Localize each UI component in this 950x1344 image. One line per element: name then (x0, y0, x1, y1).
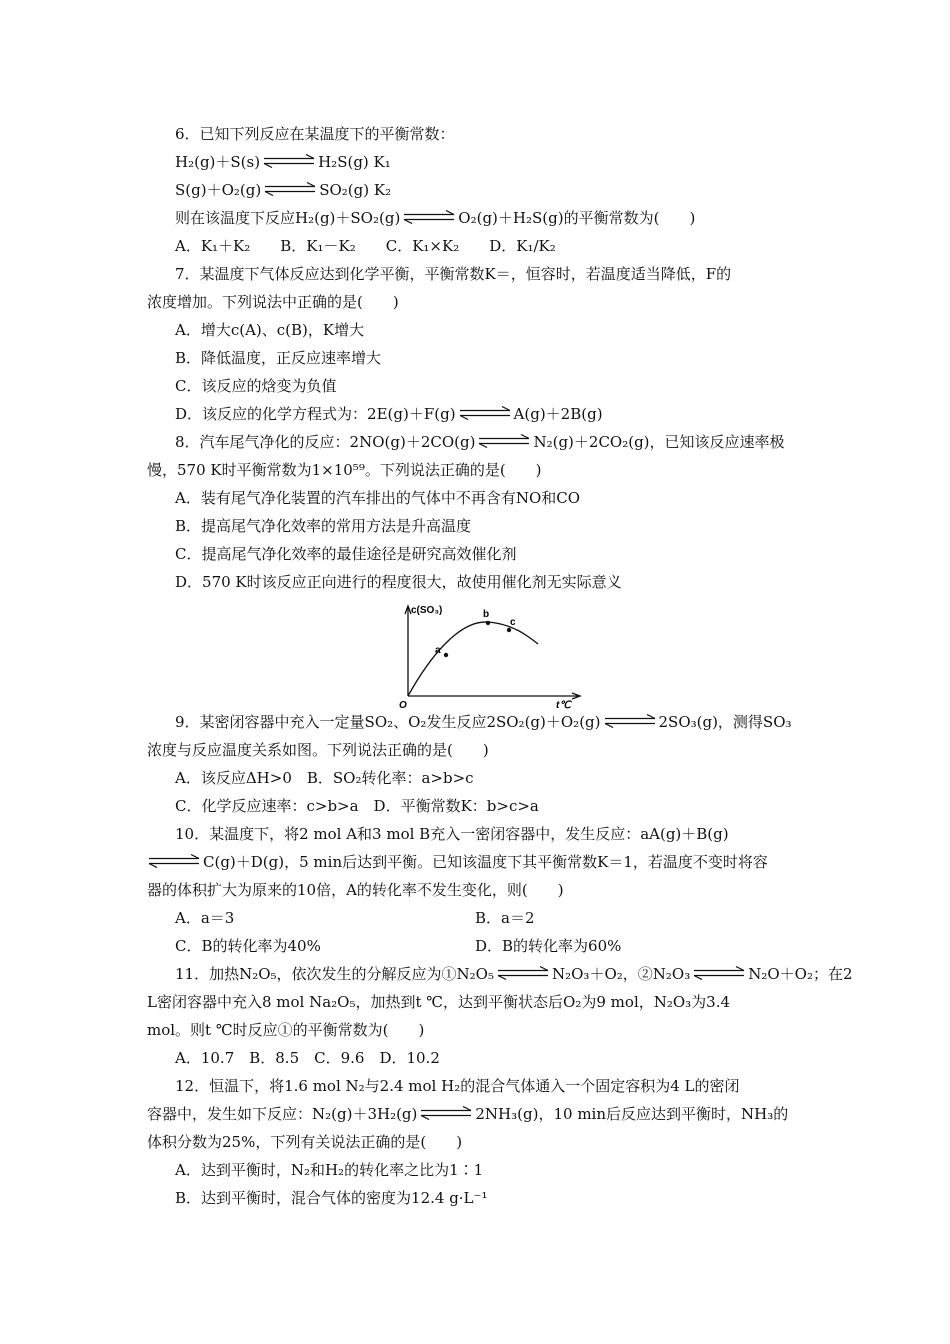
q9-stem-right: 2SO₃(g)，测得SO₃ (658, 713, 792, 731)
point-c-marker (507, 628, 511, 632)
q7-option-b: B．降低温度，正反应速率增大 (175, 349, 382, 367)
q10-stem-1: 10．某温度下，将2 mol A和3 mol B充入一密闭容器中，发生反应：aA(g)＋B(g) (175, 825, 729, 843)
q7-option-c: C．该反应的焓变为负值 (175, 377, 337, 395)
q10-stem-2 (147, 852, 768, 872)
q9-stem-left: 9．某密闭容器中充入一定量SO₂、O₂发生反应2SO₂(g)＋O₂(g) (175, 713, 601, 731)
q7-stem-1: 7．某温度下气体反应达到化学平衡，平衡常数K＝，恒容时，若温度适当降低，F的 (175, 265, 732, 283)
q8-option-a: A．装有尾气净化装置的汽车排出的气体中不再含有NO和CO (175, 489, 581, 507)
equilibrium-arrow-icon (402, 210, 456, 224)
equilibrium-arrow-icon (692, 966, 746, 980)
q6-stem: 6．已知下列反应在某温度下的平衡常数： (175, 125, 455, 143)
q6-ask (175, 208, 695, 228)
q12-stem-2-left: 容器中，发生如下反应：N₂(g)＋3H₂(g) (147, 1105, 418, 1123)
q11-stem-2: L密闭容器中充入8 mol Na₂O₅，加热到t ℃，达到平衡状态后O₂为9 mol，N₂O₃为3.4 (147, 993, 731, 1011)
q6-r1-right: H₂S(g) K₁ (318, 153, 391, 171)
point-c-label: c (510, 617, 516, 628)
q6-r2-right: SO₂(g) K₂ (319, 181, 392, 199)
equilibrium-arrow-icon (496, 966, 550, 980)
point-a-marker (444, 653, 448, 657)
q9-options-ab: A．该反应ΔH>0 B．SO₂转化率：a>b>c (175, 769, 474, 787)
x-axis-label: t℃ (556, 700, 571, 710)
y-axis-label: c(SO₃) (411, 605, 443, 616)
equilibrium-arrow-icon (147, 854, 201, 868)
q6-ask-left: 则在该温度下反应H₂(g)＋SO₂(g) (175, 209, 401, 227)
q9-options-cd: C．化学反应速率：c>b>a D．平衡常数K：b>c>a (175, 797, 539, 815)
q11-stem-p3: N₂O＋O₂；在2 (748, 965, 853, 983)
q9-stem-2: 浓度与反应温度关系如图。下列说法正确的是( ) (147, 741, 489, 759)
q8-stem-right: N₂(g)＋2CO₂(g)，已知该反应速率极 (533, 433, 785, 451)
equilibrium-arrow-icon (262, 154, 316, 168)
q6-ask-right: O₂(g)＋H₂S(g)的平衡常数为( ) (458, 209, 696, 227)
q11-options: A．10.7 B．8.5 C．9.6 D．10.2 (175, 1049, 440, 1067)
q10-option-d: D．B的转化率为60% (475, 937, 622, 955)
q6-reaction-2 (175, 180, 391, 200)
q9-concentration-graph (388, 600, 588, 710)
equilibrium-arrow-icon (263, 182, 317, 196)
q10-option-a: A．a＝3 (175, 909, 235, 927)
q7-stem-2: 浓度增加。下列说法中正确的是( ) (147, 293, 399, 311)
q8-option-d: D．570 K时该反应正向进行的程度很大，故使用催化剂无实际意义 (175, 573, 622, 591)
q12-option-a: A．达到平衡时，N₂和H₂的转化率之比为1∶1 (175, 1161, 484, 1179)
q7-option-d-right: A(g)＋2B(g) (513, 405, 603, 423)
q6-r1-left: H₂(g)＋S(s) (175, 153, 261, 171)
q8-stem-2: 慢，570 K时平衡常数为1×10⁵⁹。下列说法正确的是( ) (147, 461, 542, 479)
q12-stem-3: 体积分数为25%，下列有关说法正确的是( ) (147, 1133, 463, 1151)
q12-stem-1: 12．恒温下，将1.6 mol N₂与2.4 mol H₂的混合气体通入一个固定容积为4 L的密闭 (175, 1077, 740, 1095)
q7-option-a: A．增大c(A)、c(B)，K增大 (175, 321, 365, 339)
q11-stem-p1: 11．加热N₂O₅，依次发生的分解反应为①N₂O₅ (175, 965, 494, 983)
q10-option-c: C．B的转化率为40% (175, 937, 321, 955)
equilibrium-arrow-icon (419, 1106, 473, 1120)
q12-option-b: B．达到平衡时，混合气体的密度为12.4 g·L⁻¹ (175, 1189, 488, 1207)
q9-stem-1 (175, 712, 792, 732)
equilibrium-arrow-icon (458, 406, 512, 420)
q10-stem-2-text: C(g)＋D(g)，5 min后达到平衡。已知该温度下其平衡常数K＝1，若温度不变时将容 (203, 853, 768, 871)
q6-r2-left: S(g)＋O₂(g) (175, 181, 262, 199)
equilibrium-arrow-icon (603, 714, 657, 728)
q7-option-d-left: D．该反应的化学方程式为：2E(g)＋F(g) (175, 405, 456, 423)
point-b-marker (486, 621, 490, 625)
q6-options: A．K₁＋K₂ B．K₁－K₂ C．K₁×K₂ D．K₁/K₂ (175, 237, 556, 255)
equilibrium-arrow-icon (477, 434, 531, 448)
q12-stem-2 (147, 1104, 788, 1124)
graph-svg (388, 600, 588, 710)
q10-option-b: B．a＝2 (475, 909, 535, 927)
q11-stem-3: mol。则t ℃时反应①的平衡常数为( ) (147, 1021, 425, 1039)
q7-option-d (175, 404, 603, 424)
point-a-label: a (435, 645, 441, 656)
q10-stem-3: 器的体积扩大为原来的10倍，A的转化率不发生变化，则( ) (147, 881, 564, 899)
q11-stem-p2: N₂O₃＋O₂，②N₂O₃ (552, 965, 691, 983)
q11-stem-1 (175, 964, 853, 984)
q8-option-b: B．提高尾气净化效率的常用方法是升高温度 (175, 517, 472, 535)
q8-stem-left: 8．汽车尾气净化的反应：2NO(g)＋2CO(g) (175, 433, 476, 451)
q12-stem-2-right: 2NH₃(g)，10 min后反应达到平衡时，NH₃的 (475, 1105, 789, 1123)
concentration-curve (408, 622, 538, 696)
origin-label: O (399, 700, 407, 710)
q8-stem-1 (175, 432, 785, 452)
point-b-label: b (483, 609, 490, 620)
q6-reaction-1 (175, 152, 391, 172)
q8-option-c: C．提高尾气净化效率的最佳途径是研究高效催化剂 (175, 545, 517, 563)
